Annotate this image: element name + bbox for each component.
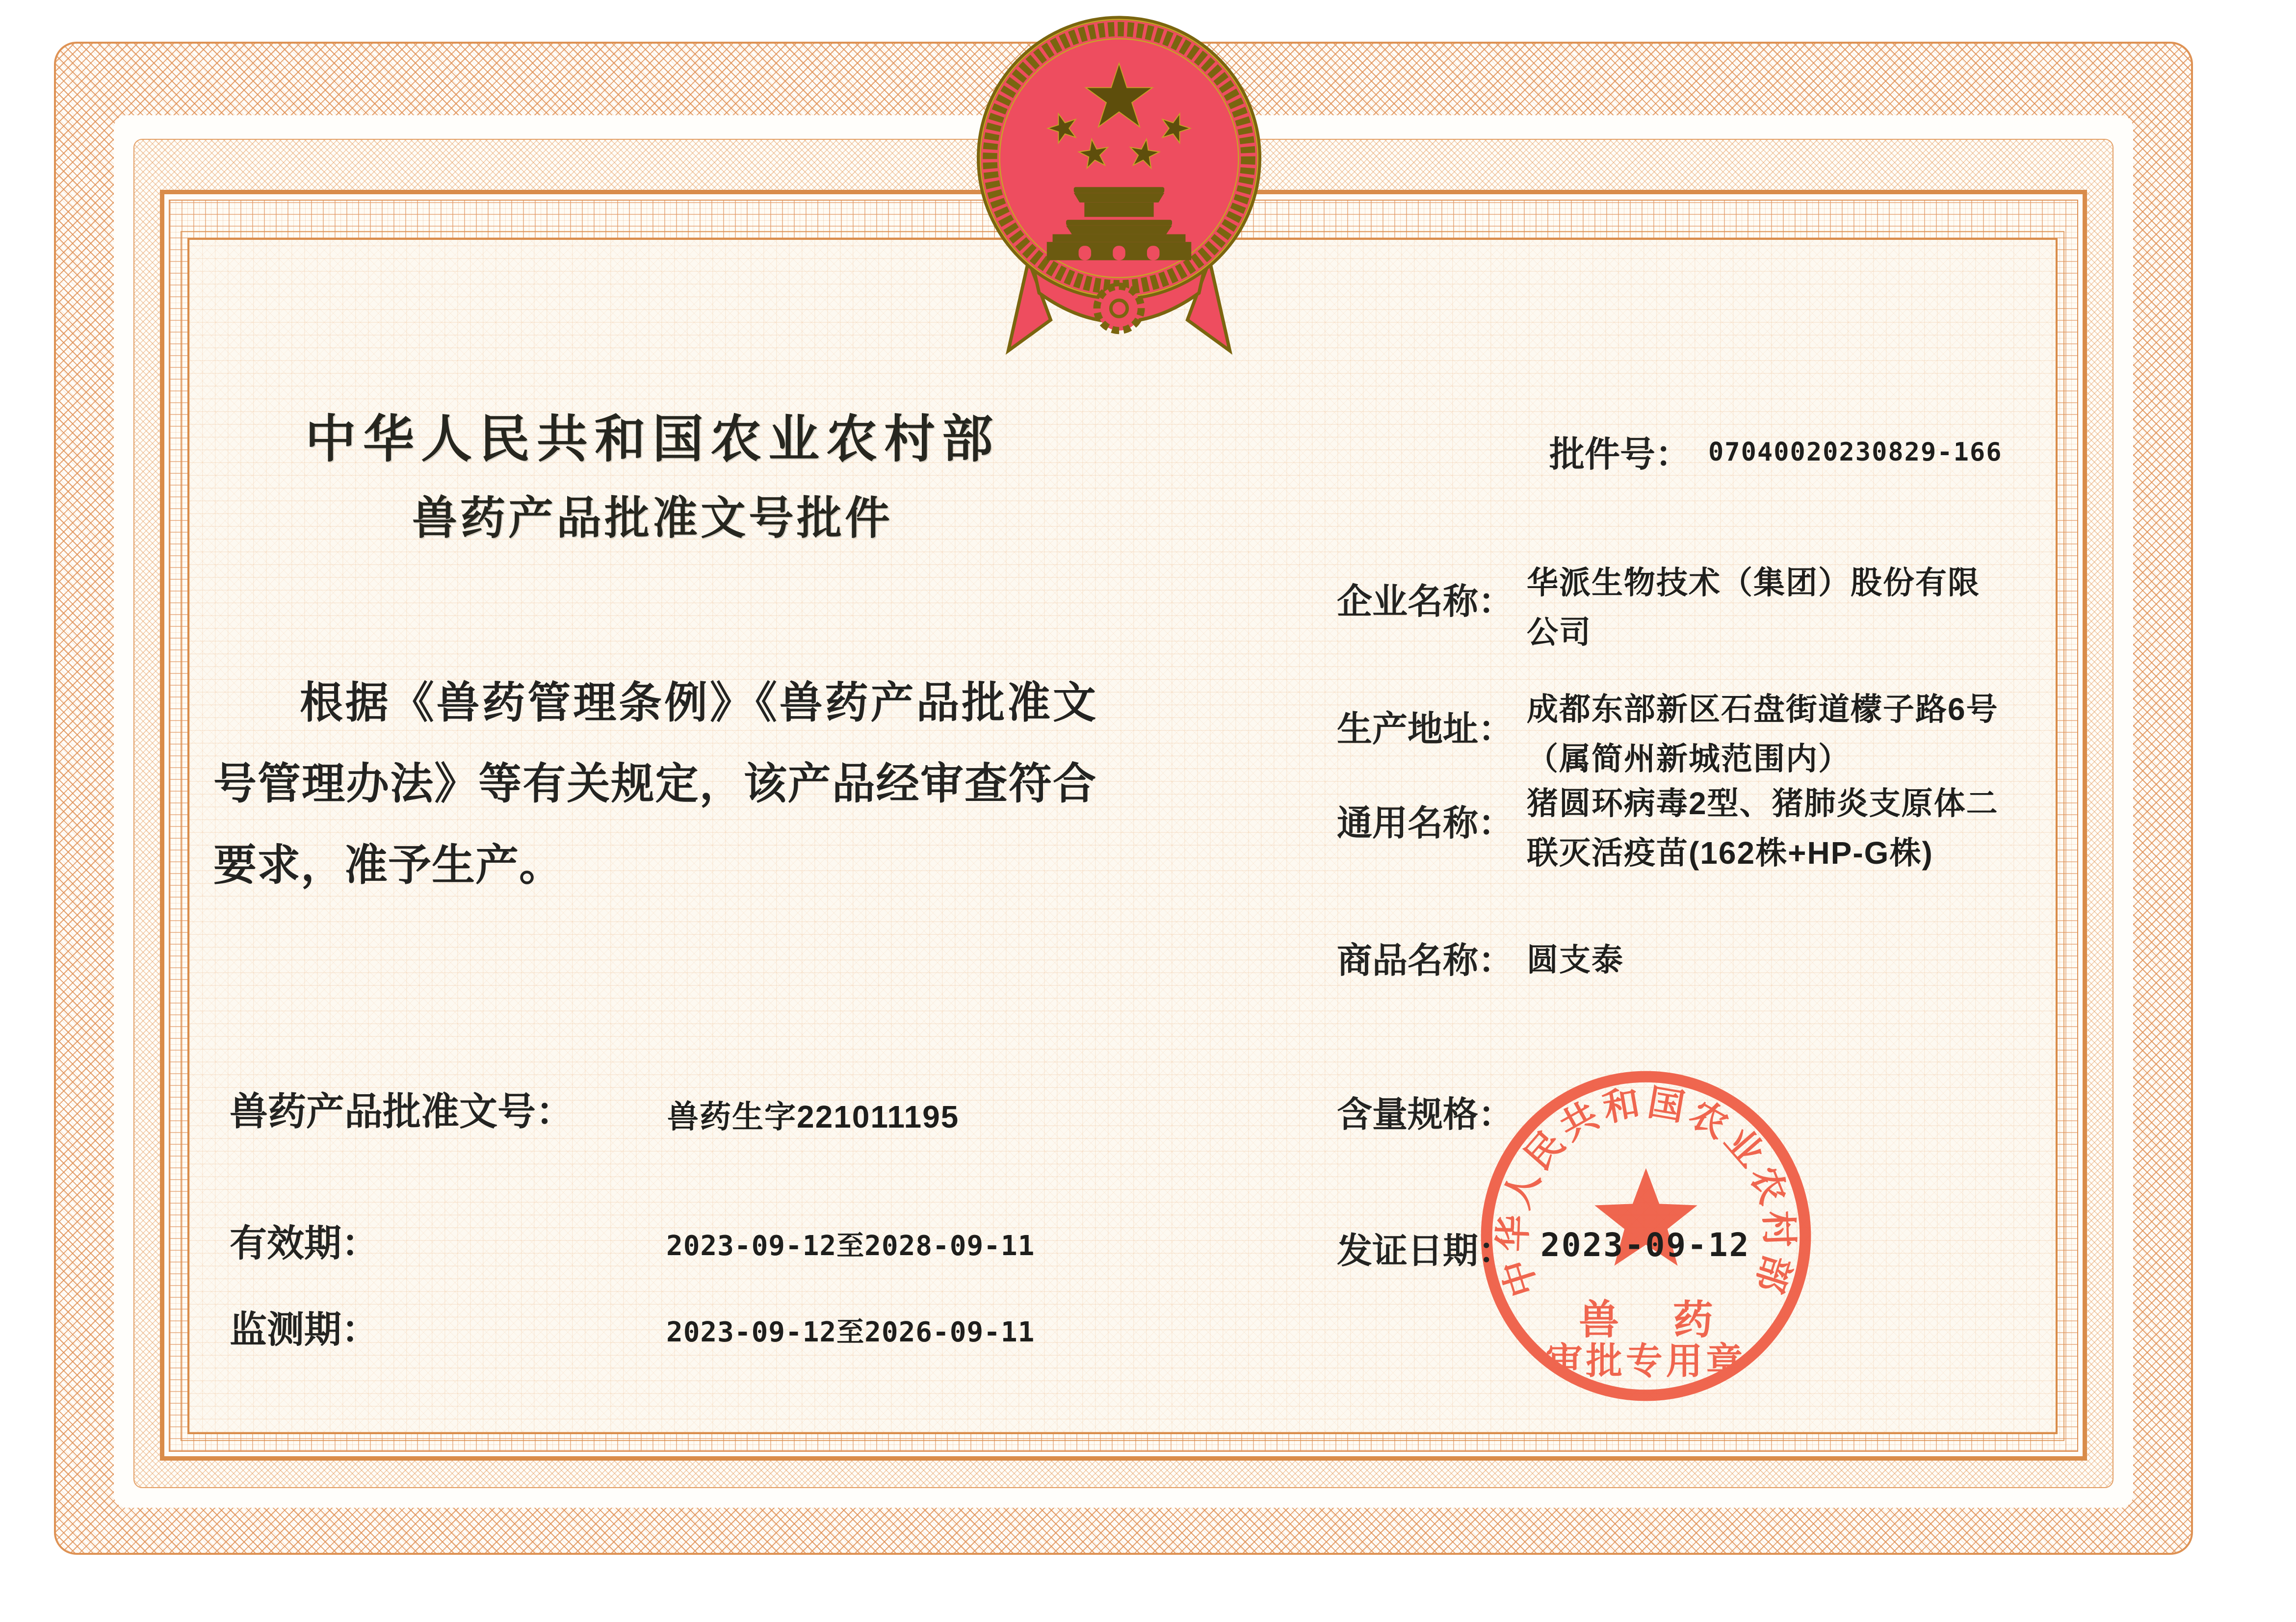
product-approval-doc-no-value: 兽药生字221011195: [667, 1099, 960, 1134]
approval-statement: 根据《兽药管理条例》《兽药产品批准文号管理办法》等有关规定，该产品经审查符合要求，准予生产。: [213, 678, 1096, 889]
issue-date-label: 发证日期：: [1337, 1232, 1514, 1271]
product-approval-doc-no-label: 兽药产品批准文号：: [230, 1090, 574, 1133]
validity-period-label: 有效期：: [230, 1223, 379, 1264]
china-national-emblem-icon: [974, 14, 1264, 380]
generic-name-value: 猪圆环病毒2型、猪肺炎支原体二联灭活疫苗(162株+HP-G株): [1527, 786, 1999, 871]
production-address-label: 生产地址：: [1337, 710, 1514, 749]
trade-name-value: 圆支泰: [1527, 942, 1624, 978]
content-spec-label: 含量规格：: [1337, 1095, 1514, 1134]
generic-name-label: 通用名称：: [1337, 804, 1514, 843]
company-name-value: 华派生物技术（集团）股份有限公司: [1527, 565, 1980, 650]
approval-no-label: 批件号：: [1549, 435, 1691, 474]
production-address-value: 成都东部新区石盘街道檬子路6号（属简州新城范围内）: [1527, 692, 1999, 777]
monitoring-period-label: 监测期：: [230, 1309, 379, 1351]
document-type-title: 兽药产品批准文号批件: [412, 493, 893, 543]
seal-ring-text: 中华人民共和国农业农村部: [1492, 1081, 1800, 1302]
company-name-label: 企业名称：: [1337, 582, 1514, 621]
ministry-title: 中华人民共和国农业农村部: [305, 412, 1000, 468]
seal-word-right: 药: [1673, 1297, 1713, 1342]
issue-date-value: 2023-09-12: [1540, 1226, 1750, 1264]
validity-period-value: 2023-09-12至2028-09-11: [666, 1230, 1035, 1262]
monitoring-period-value: 2023-09-12至2026-09-11: [666, 1316, 1035, 1348]
seal-word-left: 兽: [1579, 1297, 1619, 1342]
title-block: [186, 414, 1119, 541]
trade-name-label: 商品名称：: [1337, 941, 1514, 980]
seal-bottom-text: 审批专用章: [1545, 1340, 1747, 1382]
approval-no-value: 07040020230829-166: [1708, 438, 2003, 467]
